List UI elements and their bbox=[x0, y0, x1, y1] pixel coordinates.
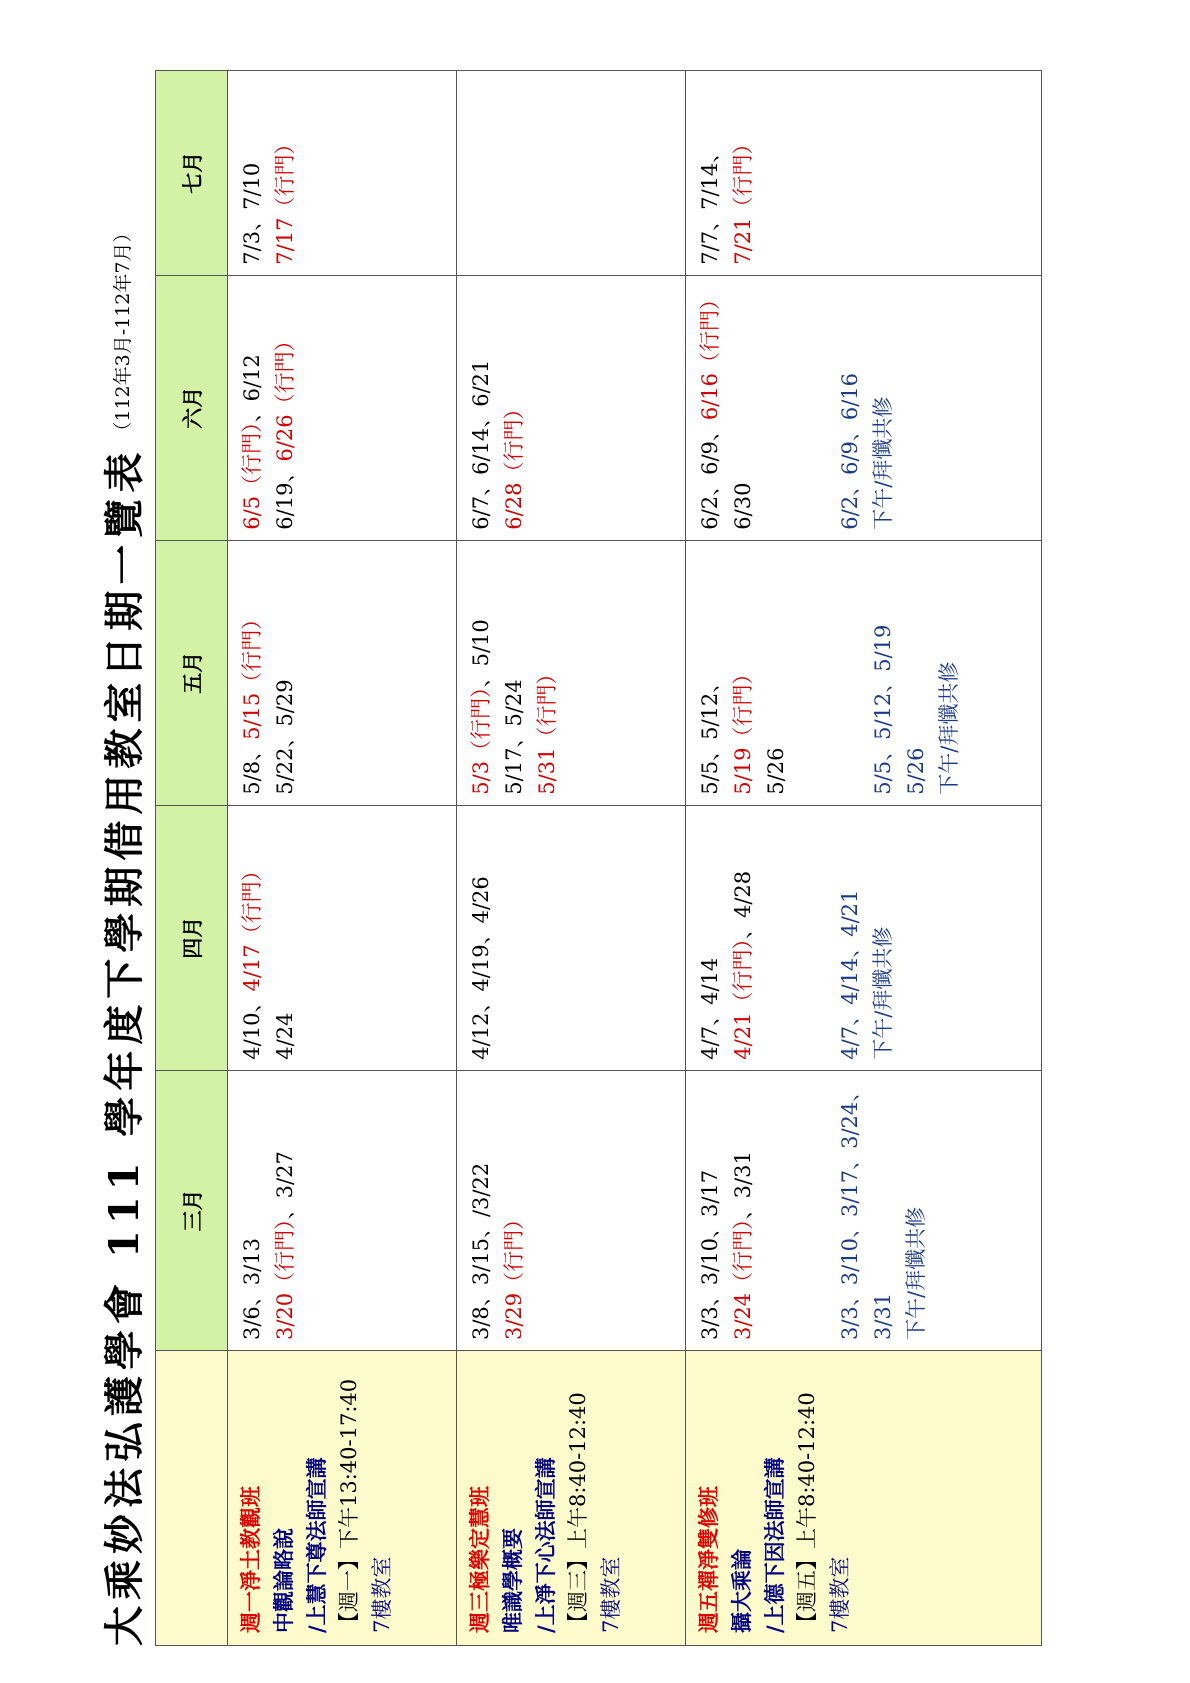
date-line bbox=[236, 81, 269, 265]
class-row bbox=[228, 70, 457, 1645]
date-line bbox=[727, 1081, 760, 1340]
class-date: 4/10、 bbox=[240, 991, 264, 1060]
saturday-block bbox=[826, 806, 908, 1070]
title-main: 大乘妙法弘護學會 111 學年度下學期借用教室日期一覽表 bbox=[100, 446, 148, 1646]
class-date: 4/12、4/19、4/26 bbox=[469, 876, 493, 1060]
header-month: 四月 bbox=[156, 805, 228, 1070]
class-date: 7/3、7/10 bbox=[240, 162, 264, 265]
date-line bbox=[498, 1081, 531, 1340]
saturday-dates: 6/2、6/9、6/16 bbox=[838, 372, 862, 530]
practice-date: 5/31（行門） bbox=[535, 663, 559, 795]
date-cell bbox=[457, 275, 686, 540]
header-month: 五月 bbox=[156, 540, 228, 805]
class-date: 6/30 bbox=[731, 482, 755, 530]
practice-date: 3/20（行門） bbox=[273, 1219, 297, 1340]
date-cell bbox=[228, 1070, 457, 1350]
practice-date: 7/17（行門） bbox=[273, 133, 297, 265]
date-line bbox=[236, 1081, 269, 1340]
date-line bbox=[727, 81, 760, 265]
class-date: 、3/31 bbox=[731, 1151, 755, 1220]
saturday-note: 下午/拜懺共修 bbox=[871, 396, 895, 530]
class-subject: 唯識學概要 bbox=[500, 1528, 525, 1633]
practice-date: 6/5（行門） bbox=[240, 422, 264, 530]
class-name: 週三極樂定慧班 bbox=[467, 1486, 492, 1633]
class-date: 5/26 bbox=[764, 747, 788, 795]
header-corner bbox=[156, 1351, 228, 1646]
class-date: 4/7、4/14 bbox=[698, 957, 722, 1060]
saturday-block bbox=[859, 541, 974, 805]
class-name: 週五禪淨雙修班 bbox=[696, 1486, 721, 1633]
class-row bbox=[457, 70, 686, 1645]
class-time: 【週五】上午8:40-12:40 bbox=[795, 1392, 819, 1633]
class-row bbox=[686, 70, 1042, 1645]
date-line bbox=[236, 286, 269, 530]
date-line bbox=[498, 286, 531, 530]
date-cell bbox=[457, 805, 686, 1070]
date-line bbox=[269, 1081, 302, 1340]
saturday-note: 下午/拜懺共修 bbox=[871, 926, 895, 1060]
saturday-dates: 3/3、3/10、3/17、3/24、 bbox=[838, 1080, 862, 1340]
class-date: 3/8、3/15、/3/22 bbox=[469, 1162, 493, 1340]
class-date: 3/3、3/10、3/17 bbox=[698, 1169, 722, 1340]
date-line bbox=[498, 551, 531, 795]
date-line bbox=[694, 81, 727, 265]
class-date: 、6/12 bbox=[240, 354, 264, 423]
date-line bbox=[727, 286, 760, 530]
class-date: 5/22、5/29 bbox=[273, 679, 297, 795]
saturday-note: 下午/拜懺共修 bbox=[937, 661, 961, 795]
date-cell bbox=[686, 540, 1042, 805]
class-subject: 中觀論略說 bbox=[271, 1528, 296, 1633]
class-date: 、5/10 bbox=[469, 619, 493, 688]
saturday-note: 下午/拜懺共修 bbox=[904, 1206, 928, 1340]
class-date: 、4/28 bbox=[731, 870, 755, 940]
class-date: 4/24 bbox=[273, 1012, 297, 1060]
date-line bbox=[236, 551, 269, 795]
date-line bbox=[465, 816, 498, 1060]
date-cell bbox=[457, 540, 686, 805]
class-teacher: /上淨下心法師宣講 bbox=[533, 1457, 558, 1633]
date-line bbox=[760, 551, 793, 795]
saturday-dates: 5/5、5/12、5/19 bbox=[871, 624, 895, 795]
saturday-block bbox=[826, 1071, 941, 1350]
class-name: 週一淨土教觀班 bbox=[238, 1486, 263, 1633]
class-date: 5/5、5/12、 bbox=[698, 671, 722, 795]
title-date-range: （112年3月-112年7月） bbox=[111, 223, 134, 441]
practice-date: 7/21（行門） bbox=[731, 133, 755, 265]
class-date: 6/19、 bbox=[273, 461, 297, 530]
class-time: 【週一】下午13:40-17:40 bbox=[337, 1378, 361, 1633]
date-line bbox=[694, 286, 727, 530]
class-time: 【週三】上午8:40-12:40 bbox=[566, 1392, 590, 1633]
class-room: 7樓教室 bbox=[370, 1556, 394, 1633]
practice-date: 3/29（行門） bbox=[502, 1208, 526, 1340]
date-cell bbox=[686, 1070, 1042, 1350]
practice-date: 6/26（行門） bbox=[273, 330, 297, 462]
class-date: 5/17、5/24 bbox=[502, 679, 526, 795]
date-cell bbox=[228, 805, 457, 1070]
document-title bbox=[88, 46, 154, 1646]
practice-date: 5/3（行門） bbox=[469, 687, 493, 795]
class-date: 6/7、6/14、6/21 bbox=[469, 359, 493, 530]
practice-date: 5/19（行門） bbox=[731, 663, 755, 795]
date-line bbox=[269, 286, 302, 530]
class-info-cell bbox=[457, 1351, 686, 1646]
class-subject: 攝大乘論 bbox=[729, 1549, 754, 1633]
header-row bbox=[156, 70, 228, 1645]
class-date: 3/6、3/13 bbox=[240, 1238, 264, 1340]
date-cell bbox=[228, 275, 457, 540]
practice-date: 5/15（行門） bbox=[240, 608, 264, 740]
schedule-table bbox=[155, 70, 1042, 1646]
date-cell bbox=[686, 805, 1042, 1070]
class-date: 、3/27 bbox=[273, 1151, 297, 1220]
class-info-cell bbox=[686, 1351, 1042, 1646]
header-month: 七月 bbox=[156, 70, 228, 275]
class-date: 5/8、 bbox=[240, 739, 264, 795]
saturday-dates: 4/7、4/14、4/21 bbox=[838, 889, 862, 1060]
date-line bbox=[694, 816, 727, 1060]
date-cell bbox=[457, 1070, 686, 1350]
date-cell bbox=[228, 70, 457, 275]
practice-date: 6/28（行門） bbox=[502, 398, 526, 530]
saturday-block bbox=[826, 276, 908, 540]
date-line bbox=[694, 551, 760, 795]
saturday-dates: 3/31 bbox=[871, 1292, 895, 1340]
class-room: 7樓教室 bbox=[599, 1556, 623, 1633]
practice-date: 3/24（行門） bbox=[731, 1219, 755, 1340]
date-line bbox=[236, 816, 269, 1060]
date-cell bbox=[686, 70, 1042, 275]
date-cell bbox=[457, 70, 686, 275]
date-cell bbox=[228, 540, 457, 805]
date-cell bbox=[686, 275, 1042, 540]
date-line bbox=[531, 551, 564, 795]
date-line bbox=[465, 286, 498, 530]
date-line bbox=[269, 816, 302, 1060]
date-line bbox=[269, 551, 302, 795]
class-date: 7/7、7/14、 bbox=[698, 141, 722, 265]
date-line bbox=[727, 816, 760, 1060]
practice-date: 4/21（行門） bbox=[731, 939, 755, 1060]
class-info-cell bbox=[228, 1351, 457, 1646]
practice-date: 6/16（行門） bbox=[698, 288, 722, 421]
class-room: 7樓教室 bbox=[828, 1556, 852, 1633]
date-line bbox=[465, 1081, 498, 1340]
date-line bbox=[465, 551, 498, 795]
class-teacher: /上德下因法師宣講 bbox=[762, 1457, 787, 1633]
class-date: 6/2、6/9、 bbox=[698, 420, 722, 530]
date-line bbox=[694, 1081, 727, 1340]
header-month: 三月 bbox=[156, 1070, 228, 1350]
date-line bbox=[269, 81, 302, 265]
practice-date: 4/17（行門） bbox=[240, 860, 264, 992]
saturday-dates: 5/26 bbox=[904, 747, 928, 795]
header-month: 六月 bbox=[156, 275, 228, 540]
class-teacher: /上慧下尊法師宣講 bbox=[304, 1457, 329, 1633]
